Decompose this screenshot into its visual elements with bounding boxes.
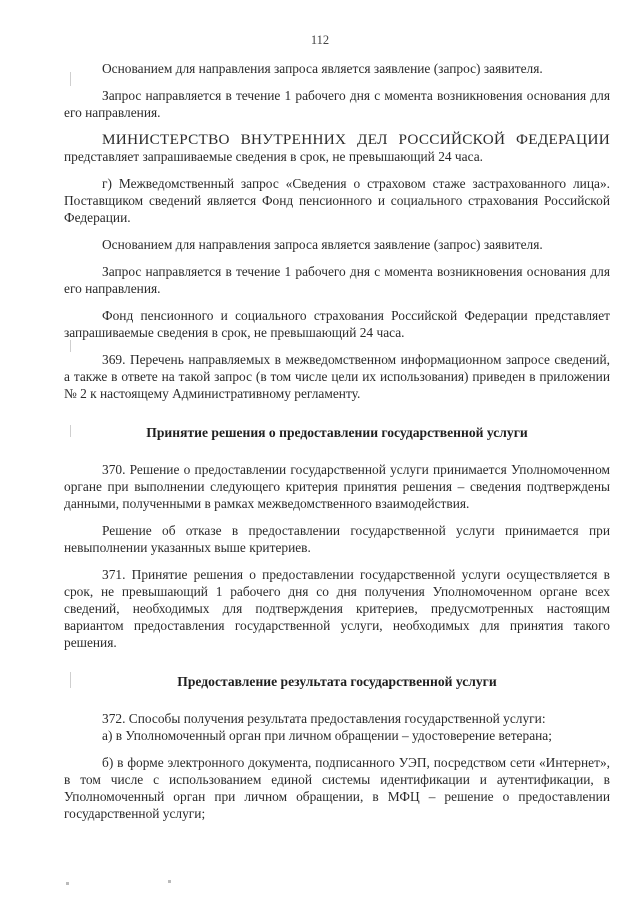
paragraph-369: 369. Перечень направляемых в межведомственном информационном запросе сведений, а также в ответе на такой запрос (в том числе цели их использования) приведен в приложении № 2 к настоящему Административному регламенту. <box>64 352 610 401</box>
paragraph-item-b: б) в форме электронного документа, подписанного УЭП, посредством сети «Интернет», в том числе с использованием единой системы идентификации и аутентификации, в Уполномоченный орган при личном обращении, в МФЦ – решение о предоставлении государственной услуги; <box>64 755 610 821</box>
paragraph-370: 370. Решение о предоставлении государственной услуги принимается Уполномоченном органе при выполнении следующего критерия принятия решения – сведения подтверждены данными, полученными в рамках межведомственного взаимодействия. <box>64 462 610 511</box>
ministry-name: МИНИСТЕРСТВО ВНУТРЕННИХ ДЕЛ РОССИЙСКОЙ ФЕДЕРАЦИИ <box>102 131 610 148</box>
scan-speck <box>66 882 69 885</box>
page-number: 112 <box>310 33 330 47</box>
section-heading-decision: Принятие решения о предоставлении государственной услуги <box>146 425 528 440</box>
paragraph: Основанием для направления запроса является заявление (запрос) заявителя. <box>102 61 543 76</box>
document-body <box>64 60 610 832</box>
scan-speck <box>168 880 171 883</box>
paragraph-ministry <box>64 131 610 165</box>
paragraph-continuation: представляет запрашиваемые сведения в срок, не превышающий 24 часа. <box>64 149 484 164</box>
paragraph-371: 371. Принятие решения о предоставлении государственной услуги осуществляется в срок, не превышающий 1 рабочего дня со дня получения Уполномоченном органе всех сведений, необходимых для подтверждения критериев, предусмотренных настоящим вариантом предоставления государственной услуги, необходимых для принятия такого решения. <box>64 567 610 650</box>
paragraph-refusal: Решение об отказе в предоставлении государственной услуги принимается при невыполнении указанных выше критериев. <box>64 523 610 555</box>
paragraph-item-a: а) в Уполномоченный орган при личном обращении – удостоверение ветерана; <box>102 728 552 743</box>
paragraph-request-g: г) Межведомственный запрос «Сведения о страховом стаже застрахованного лица». Поставщиком сведений является Фонд пенсионного и социального страхования Российской Федерации. <box>64 176 610 225</box>
paragraph: Основанием для направления запроса является заявление (запрос) заявителя. <box>102 237 543 252</box>
section-heading-result: Предоставление результата государственной услуги <box>177 674 497 689</box>
paragraph: Фонд пенсионного и социального страхования Российской Федерации представляет запрашиваемые сведения в срок, не превышающий 24 часа. <box>64 308 610 340</box>
paragraph-372: 372. Способы получения результата предоставления государственной услуги: <box>102 711 546 726</box>
paragraph: Запрос направляется в течение 1 рабочего дня с момента возникновения основания для его направления. <box>64 264 610 296</box>
paragraph: Запрос направляется в течение 1 рабочего дня с момента возникновения основания для его направления. <box>64 88 610 120</box>
